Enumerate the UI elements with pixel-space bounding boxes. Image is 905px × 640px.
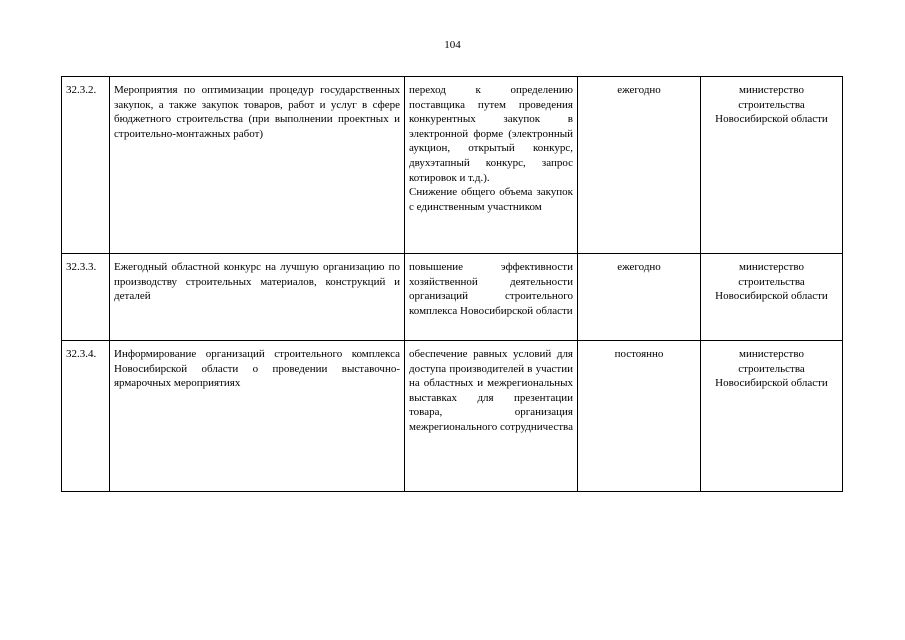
page-number: 104 — [444, 39, 461, 51]
measures-table — [61, 76, 843, 492]
measure-number: 32.3.4. — [62, 341, 110, 492]
measure-result-extra: Снижение общего объема закупок с единственным участником — [409, 186, 573, 213]
measure-result: повышение эффективности хозяйственной деятельности организаций строительного комплекса Новосибирской области — [405, 254, 578, 341]
measure-term: ежегодно — [578, 254, 701, 341]
table-row — [62, 254, 843, 341]
measure-executor: министерство строительства Новосибирской области — [701, 77, 843, 254]
measure-result-text: переход к определению поставщика путем проведения конкурентных закупок в электронной форме (электронный аукцион, открытый конкурс, двухэтапный конкурс, запрос котировок и т.д.). — [409, 84, 573, 184]
measure-executor: министерство строительства Новосибирской области — [701, 254, 843, 341]
measure-description: Ежегодный областной конкурс на лучшую организацию по производству строительных материалов, конструкций и деталей — [110, 254, 405, 341]
measure-description: Мероприятия по оптимизации процедур государственных закупок, а также закупок товаров, работ и услуг в сфере бюджетного строительства (при выполнении проектных и строительно-монтажных работ) — [110, 77, 405, 254]
measure-number: 32.3.2. — [62, 77, 110, 254]
table-row — [62, 341, 843, 492]
measure-description: Информирование организаций строительного комплекса Новосибирской области о проведении выставочно-ярмарочных мероприятиях — [110, 341, 405, 492]
measure-result: обеспечение равных условий для доступа производителей в участии на областных и межрегиональных выставках для презентации товара, организация межрегионального сотрудничества — [405, 341, 578, 492]
table-row — [62, 77, 843, 254]
measure-executor: министерство строительства Новосибирской области — [701, 341, 843, 492]
measure-term: постоянно — [578, 341, 701, 492]
measure-number: 32.3.3. — [62, 254, 110, 341]
measure-result — [405, 77, 578, 254]
measure-term: ежегодно — [578, 77, 701, 254]
